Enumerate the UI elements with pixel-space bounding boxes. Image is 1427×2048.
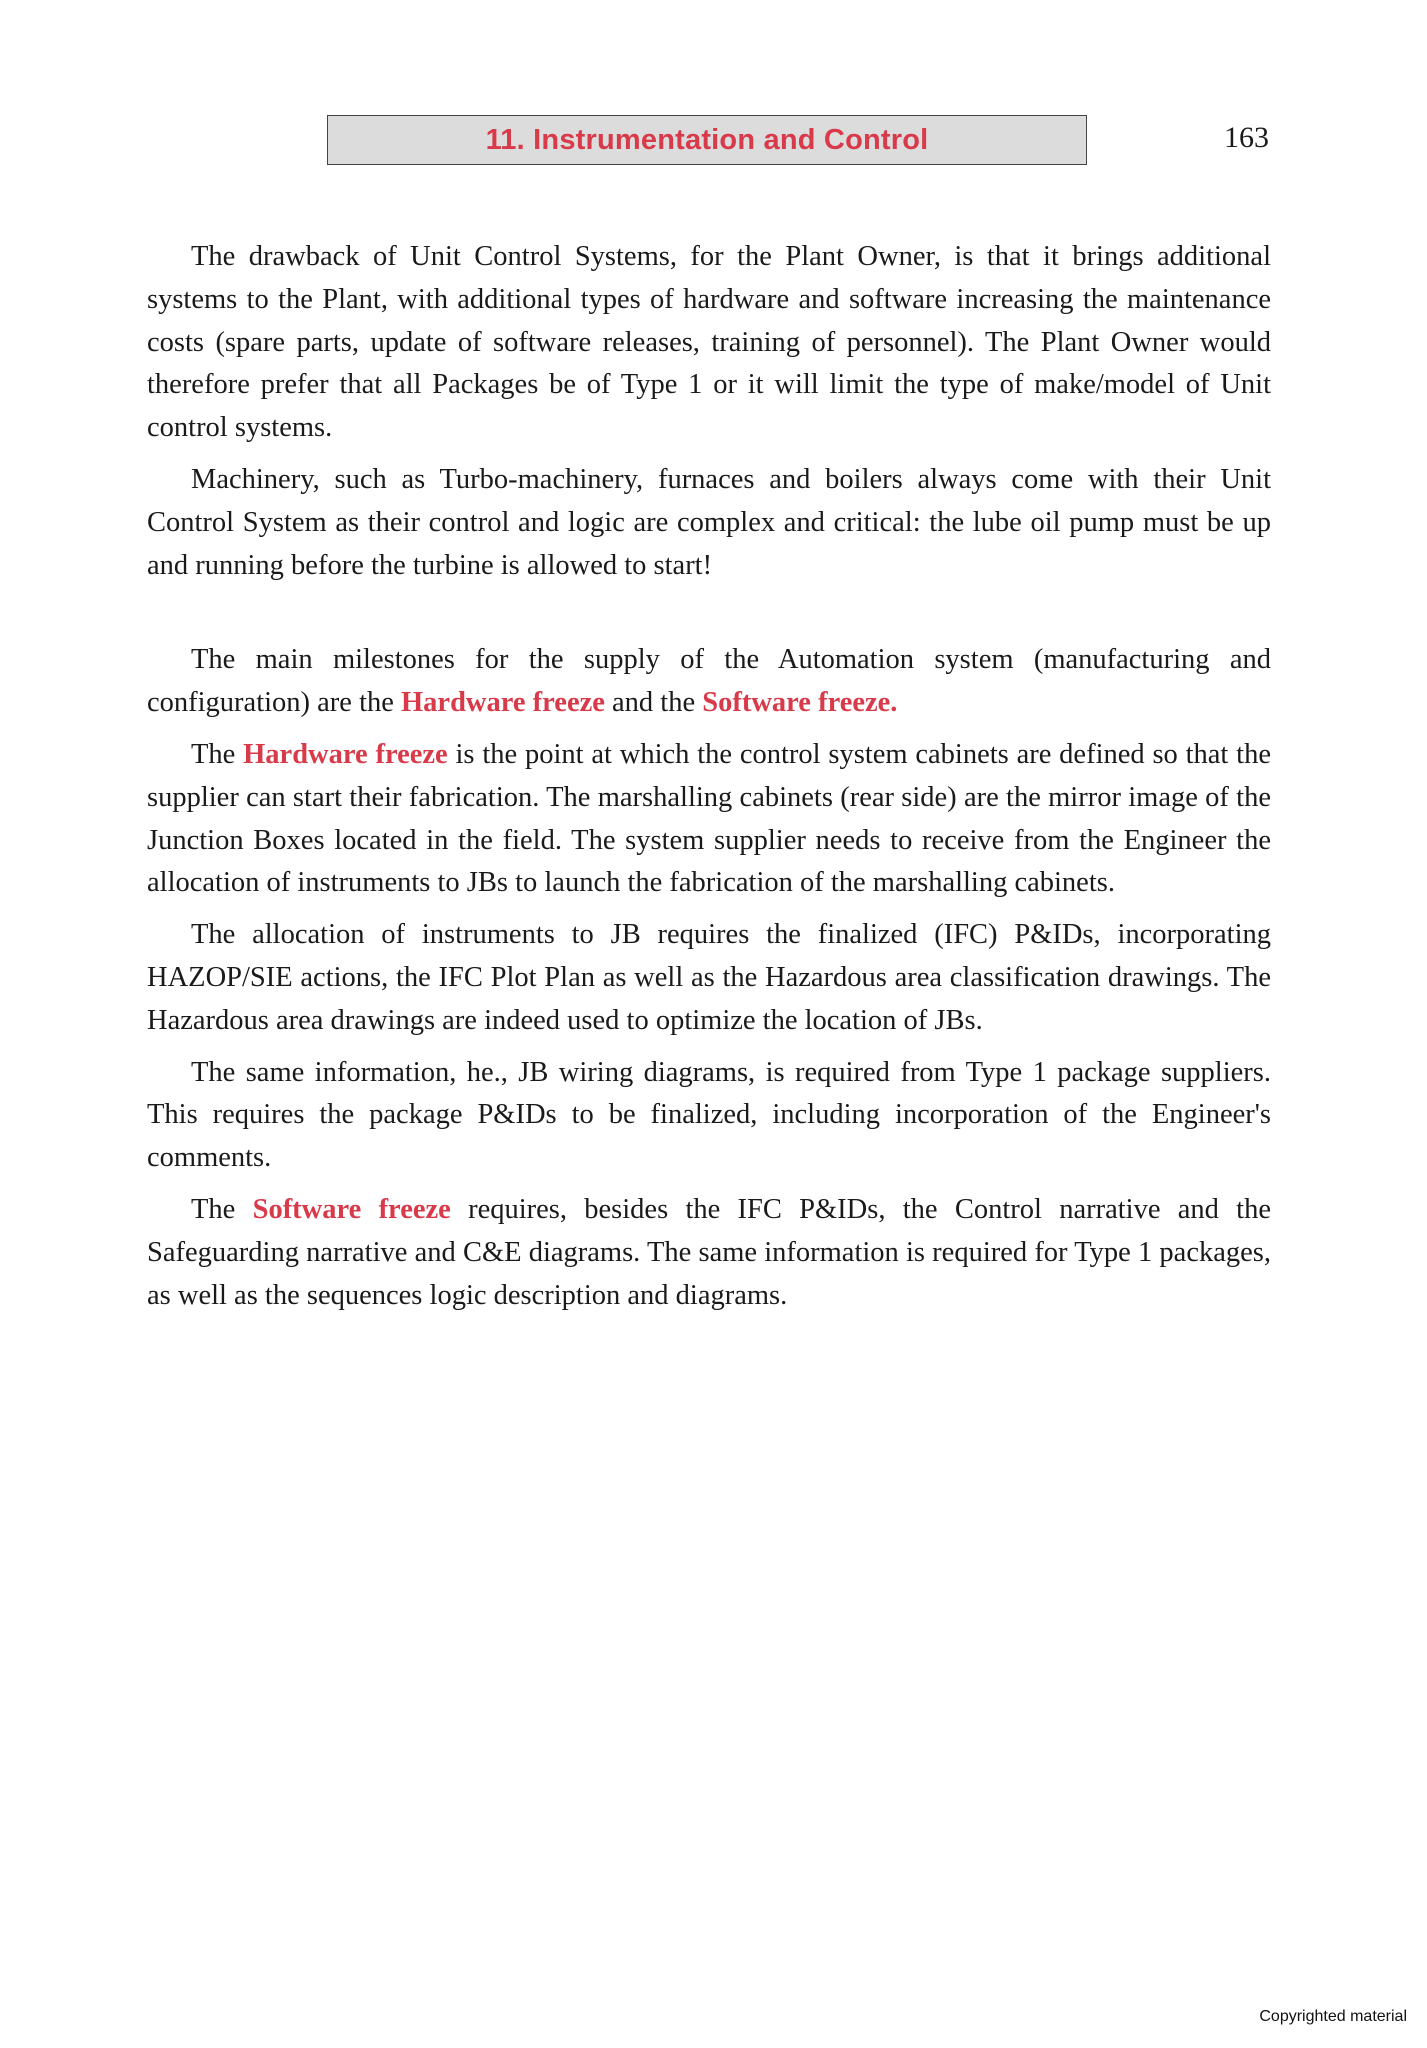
hardware-freeze-text-after: is the point at which the control system cabinets are defined so that the supplier can start their fabrication. The marshalling cabinets (rear side) are the mirror image of the Junction Boxes located in the field. The system supplier needs to receive from the Engineer the allocation of instruments to JBs to launch the fabrication of the marshalling cabinets. bbox=[147, 738, 1271, 899]
chapter-header-box bbox=[327, 115, 1087, 165]
milestones-text-middle: and the bbox=[604, 687, 703, 719]
paragraph-hardware-freeze bbox=[147, 734, 1271, 905]
paragraph-machinery: Machinery, such as Turbo-machinery, furnaces and boilers always come with their Unit Control System as their control and logic are complex and critical: the lube oil pump must be up and running before the turbine is allowed to start! bbox=[147, 463, 1271, 581]
milestones-text-before: The main milestones for the supply of the Automation system (manufacturing and configuration) are the bbox=[147, 644, 1271, 719]
page-number: 163 bbox=[1224, 121, 1269, 154]
paragraph-milestones bbox=[147, 639, 1271, 725]
software-freeze-term: Software freeze bbox=[252, 1193, 451, 1225]
software-freeze-text-before: The bbox=[191, 1193, 253, 1225]
hardware-freeze-term: Hardware freeze bbox=[243, 738, 448, 770]
paragraph-package-suppliers: The same information, he., JB wiring diagrams, is required from Type 1 package suppliers. This requires the package P&IDs to be finalized, including incorporation of the Engineer's comments. bbox=[147, 1056, 1271, 1174]
paragraph-unit-control-drawback: The drawback of Unit Control Systems, for the Plant Owner, is that it brings additional systems to the Plant, with additional types of hardware and software increasing the maintenance costs (spare parts, update of software releases, training of personnel). The Plant Owner would therefore prefer that all Packages be of Type 1 or it will limit the type of make/model of Unit control systems. bbox=[147, 241, 1271, 444]
hardware-freeze-text-before: The bbox=[191, 738, 244, 770]
page-body bbox=[147, 236, 1271, 1326]
software-freeze-term: Software freeze. bbox=[702, 687, 898, 719]
paragraph-instrument-allocation: The allocation of instruments to JB requires the finalized (IFC) P&IDs, incorporating HAZOP/SIE actions, the IFC Plot Plan as well as the Hazardous area classification drawings. The Hazardous area drawings are indeed used to optimize the location of JBs. bbox=[147, 919, 1271, 1036]
software-freeze-text-after: requires, besides the IFC P&IDs, the Control narrative and the Safeguarding narrative and C&E diagrams. The same information is required for Type 1 packages, as well as the sequences logic description and diagrams. bbox=[147, 1193, 1271, 1311]
hardware-freeze-term: Hardware freeze bbox=[401, 687, 605, 719]
copyright-notice: Copyrighted material bbox=[1259, 2008, 1407, 2025]
chapter-title: 11. Instrumentation and Control bbox=[485, 123, 929, 156]
paragraph-software-freeze bbox=[147, 1189, 1271, 1317]
